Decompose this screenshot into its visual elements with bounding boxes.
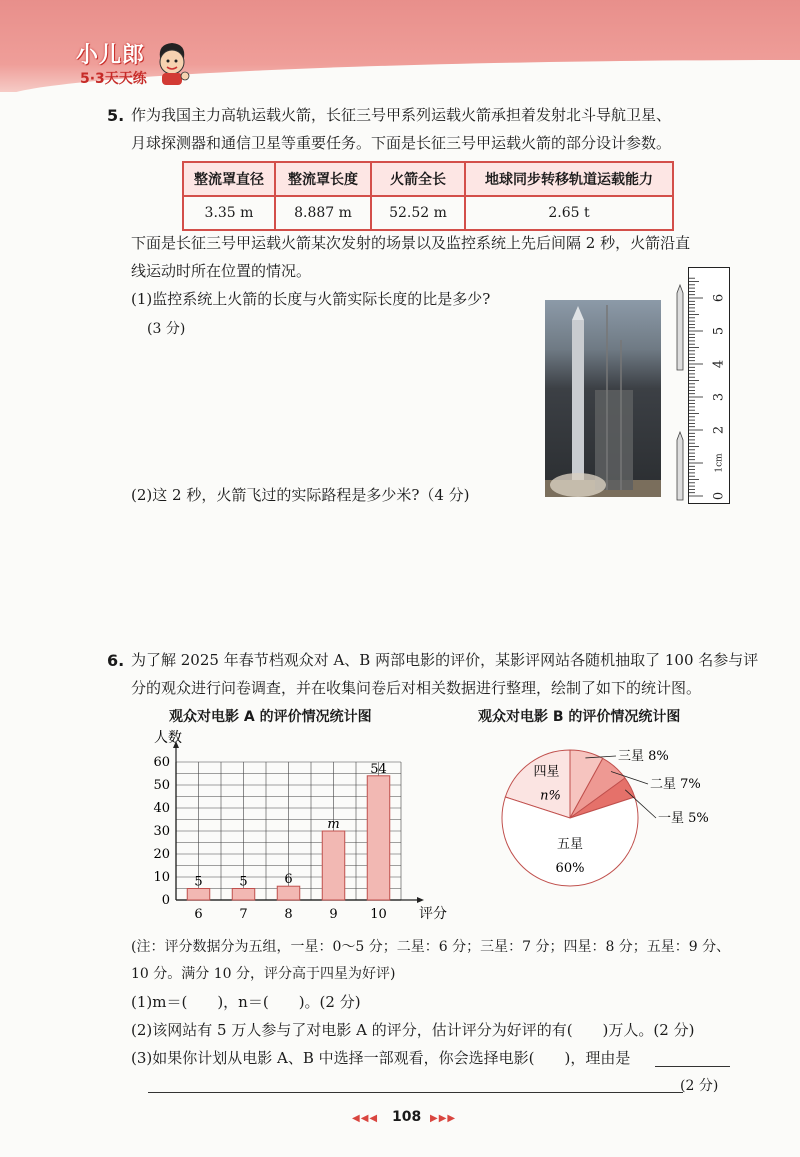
pie-label-five-star: 五星: [556, 837, 584, 852]
rocket-lower-position-icon: [676, 432, 684, 500]
y-axis-label: 人数: [154, 730, 182, 746]
ruler-tick-label: 4: [711, 359, 727, 369]
y-tick-label: 20: [153, 847, 170, 862]
table-cell: 2.65 t: [465, 196, 673, 230]
x-axis-label: 评分: [419, 906, 447, 922]
table-cell: 52.52 m: [371, 196, 465, 230]
question-5-intro-line2: 月球探测器和通信卫星等重要任务。下面是长征三号甲运载火箭的部分设计参数。: [131, 134, 672, 152]
table-cell: 8.887 m: [275, 196, 371, 230]
pie-chart-title: 观众对电影 B 的评价情况统计图: [478, 709, 681, 725]
x-tick-label: 9: [329, 907, 338, 922]
page-number: 108: [392, 1109, 422, 1125]
logo-title: 小儿郎: [76, 43, 146, 68]
measurement-ruler: [688, 267, 730, 504]
y-tick-label: 50: [153, 778, 170, 793]
ruler-tick-label: 3: [711, 392, 727, 402]
x-axis-arrow: [417, 897, 424, 903]
answer-blank-line[interactable]: [148, 1092, 683, 1093]
ruler-tick-label: 5: [711, 326, 727, 336]
bar-data-label: m: [327, 817, 340, 832]
bar-data-label: 6: [284, 872, 293, 888]
question-6-note-line2: 10 分。满分 10 分，评分高于四星为好评): [131, 966, 396, 982]
pie-value-four-star: n%: [540, 788, 561, 804]
question-5-scene-line1: 下面是长征三号甲运载火箭某次发射的场景以及监控系统上先后间隔 2 秒，火箭沿直: [131, 234, 691, 252]
question-5-number: 5.: [107, 106, 125, 125]
ruler-tick-label: 0: [711, 491, 727, 501]
bar-data-label: 5: [194, 874, 203, 890]
question-6-sub3-points: (2 分): [680, 1078, 719, 1094]
rocket-launch-photo: [545, 300, 661, 497]
table-row: [183, 196, 673, 230]
question-6-number: 6.: [107, 651, 125, 670]
bar: [187, 889, 210, 901]
question-5-intro-line1: 作为我国主力高轨运载火箭，长征三号甲系列运载火箭承担着发射北斗导航卫星、: [131, 106, 672, 124]
rocket-upper-position-icon: [676, 285, 684, 370]
pie-value-five-star: 60%: [555, 861, 585, 876]
y-tick-label: 40: [153, 801, 170, 816]
x-tick-label: 6: [194, 907, 203, 922]
table-header-cell: 整流罩长度: [275, 162, 371, 196]
question-6-sub2: (2)该网站有 5 万人参与了对电影 A 的评分，估计评分为好评的有( )万人。(2 分): [131, 1021, 695, 1039]
question-5-sub1-points: (3 分): [147, 321, 186, 337]
footer-left-arrows: ◀◀◀: [352, 1113, 379, 1124]
y-tick-label: 60: [153, 755, 170, 770]
table-header-cell: 整流罩直径: [183, 162, 275, 196]
pie-outer-label: 一星 5%: [658, 811, 709, 826]
ruler-tick-label: 1cm: [714, 453, 725, 473]
table-header-cell: 地球同步转移轨道运载能力: [465, 162, 673, 196]
bar: [367, 776, 390, 900]
pie-outer-label: 二星 7%: [650, 777, 701, 792]
x-tick-label: 8: [284, 907, 293, 922]
logo-subtitle: 5·3天天练: [80, 71, 147, 87]
question-6-note-line1: (注：评分数据分为五组，一星：0～5 分；二星：6 分；三星：7 分；四星：8 分；五星：9 分、: [131, 939, 731, 955]
question-6-sub3: (3)如果你计划从电影 A、B 中选择一部观看，你会选择电影( )，理由是: [131, 1049, 631, 1067]
ruler-tick-label: 6: [711, 293, 727, 303]
rocket-parameters-table: [182, 161, 674, 231]
table-cell: 3.35 m: [183, 196, 275, 230]
question-6-intro-line1: 为了解 2025 年春节档观众对 A、B 两部电影的评价，某影评网站各随机抽取了 100 名参与评: [131, 651, 759, 669]
question-5-sub1: (1)监控系统上火箭的长度与火箭实际长度的比是多少?: [131, 290, 491, 308]
x-tick-label: 10: [370, 907, 387, 922]
question-6-intro-line2: 分的观众进行问卷调查，并在收集问卷后对相关数据进行整理，绘制了如下的统计图。: [131, 679, 702, 697]
mascot-icon: [152, 40, 192, 86]
bar-chart-title: 观众对电影 A 的评价情况统计图: [169, 709, 372, 725]
y-tick-label: 0: [161, 893, 170, 908]
answer-blank-line[interactable]: [655, 1066, 730, 1067]
bar-data-label: 5: [239, 874, 248, 890]
footer-right-arrows: ▶▶▶: [430, 1113, 457, 1124]
pie-label-four-star: 四星: [533, 764, 560, 780]
movie-a-bar-chart: [140, 725, 447, 925]
y-tick-label: 10: [153, 870, 170, 885]
question-5-sub2: (2)这 2 秒，火箭飞过的实际路程是多少米?（4 分): [131, 486, 470, 504]
bar: [322, 831, 345, 900]
bar-data-label: 54: [370, 761, 387, 777]
bar: [277, 886, 300, 900]
question-5-scene-line2: 线运动时所在位置的情况。: [131, 262, 312, 280]
y-tick-label: 30: [153, 824, 170, 839]
movie-b-pie-chart: [490, 730, 730, 900]
table-header-cell: 火箭全长: [371, 162, 465, 196]
question-6-sub1: (1)m＝( )，n＝( )。(2 分): [131, 993, 361, 1011]
x-tick-label: 7: [239, 907, 248, 922]
ruler-tick-label: 2: [711, 425, 727, 435]
pie-outer-label: 三星 8%: [618, 749, 669, 764]
bar: [232, 889, 255, 901]
table-header-row: [183, 162, 673, 196]
